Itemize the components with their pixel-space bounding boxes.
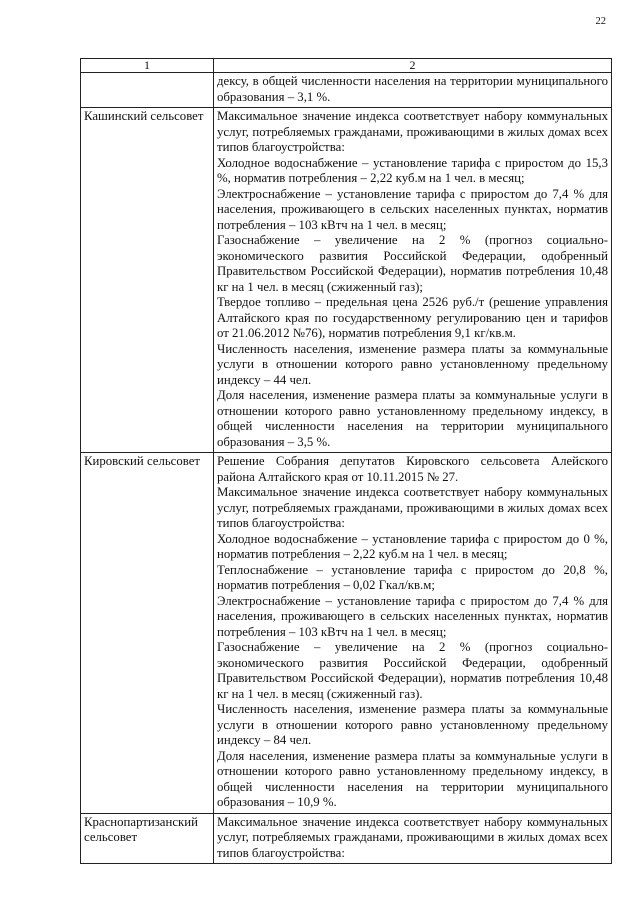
description-paragraph: Холодное водоснабжение – установление тарифа с приростом до 15,3 %, норматив потребления – 2,22 куб.м на 1 чел. в месяц;	[217, 155, 608, 185]
description-paragraph: Твердое топливо – предельная цена 2526 руб./т (решение управления Алтайского края по государственному регулированию цен и тарифов от 21.06.2012 №76), норматив потребления 9,1 кг/кв.м.	[217, 295, 608, 340]
municipality-name: Кашинский сельсовет	[81, 108, 214, 453]
table-header-row	[81, 59, 612, 73]
description-paragraph: Газоснабжение – увеличение на 2 % (прогноз социально-экономического развития Российской Федерации, одобренный Правительством Российской Федерации), норматив потребления 10,48 кг на 1 чел. в месяц (сжиженный газ);	[217, 233, 608, 294]
description-paragraph: Максимальное значение индекса соответствует набору коммунальных услуг, потребляемых гражданами, проживающими в жилых домах всех типов благоустройства:	[217, 814, 608, 860]
description-paragraph: Газоснабжение – увеличение на 2 % (прогноз социально-экономического развития Российской Федерации, одобренный Правительством Российской Федерации), норматив потребления 10,48 кг на 1 чел. в месяц (сжиженный газ).	[217, 640, 608, 701]
municipality-name: Кировский сельсовет	[81, 453, 214, 814]
description-paragraph: Теплоснабжение – установление тарифа с приростом до 20,8 %, норматив потребления – 0,02 Гкал/кв.м;	[217, 562, 608, 592]
index-description	[214, 813, 612, 864]
description-paragraph: Максимальное значение индекса соответствует набору коммунальных услуг, потребляемых гражданами, проживающими в жилых домах всех типов благоустройства:	[217, 485, 608, 530]
description-paragraph: Электроснабжение – установление тарифа с приростом до 7,4 % для населения, проживающего в сельских населенных пунктах, норматив потребления – 103 кВтч на 1 чел. в месяц;	[217, 186, 608, 232]
column-header: 2	[214, 59, 612, 73]
table-row	[81, 453, 612, 814]
description-paragraph: Доля населения, изменение размера платы за коммунальные услуги в отношении которого равно установленному предельному индексу, в общей численности населения на территории муниципального образования – 3,5 %.	[217, 388, 608, 449]
column-header: 1	[81, 59, 214, 73]
table-row	[81, 108, 612, 453]
index-description	[214, 453, 612, 814]
description-paragraph: Электроснабжение – установление тарифа с приростом до 7,4 % для населения, проживающего в сельских населенных пунктах, норматив потребления – 103 кВтч на 1 чел. в месяц;	[217, 593, 608, 639]
description-paragraph: Максимальное значение индекса соответствует набору коммунальных услуг, потребляемых гражданами, проживающими в жилых домах всех типов благоустройства:	[217, 109, 608, 154]
municipality-name	[81, 73, 214, 108]
page-number: 22	[595, 16, 606, 27]
table-row	[81, 73, 612, 108]
description-paragraph: дексу, в общей численности населения на территории муниципального образования – 3,1 %.	[217, 74, 608, 104]
municipality-name: Краснопартизанский сельсовет	[81, 813, 214, 864]
description-paragraph: Холодное водоснабжение – установление тарифа с приростом до 0 %, норматив потребления – 2,22 куб.м на 1 чел. в месяц;	[217, 531, 608, 561]
description-paragraph: Решение Собрания депутатов Кировского сельсовета Алейского района Алтайского края от 10.11.2015 № 27.	[217, 454, 608, 484]
description-paragraph: Численность населения, изменение размера платы за коммунальные услуги в отношении которого равно установленному предельному индексу – 84 чел.	[217, 702, 608, 747]
description-paragraph: Численность населения, изменение размера платы за коммунальные услуги в отношении которого равно установленному предельному индексу – 44 чел.	[217, 341, 608, 387]
table-row	[81, 813, 612, 864]
description-paragraph: Доля населения, изменение размера платы за коммунальные услуги в отношении которого равно установленному предельному индексу, в общей численности населения на территории муниципального образования – 10,9 %.	[217, 748, 608, 809]
index-description	[214, 108, 612, 453]
table-body	[81, 73, 612, 864]
index-description	[214, 73, 612, 108]
tariff-table	[80, 58, 612, 864]
